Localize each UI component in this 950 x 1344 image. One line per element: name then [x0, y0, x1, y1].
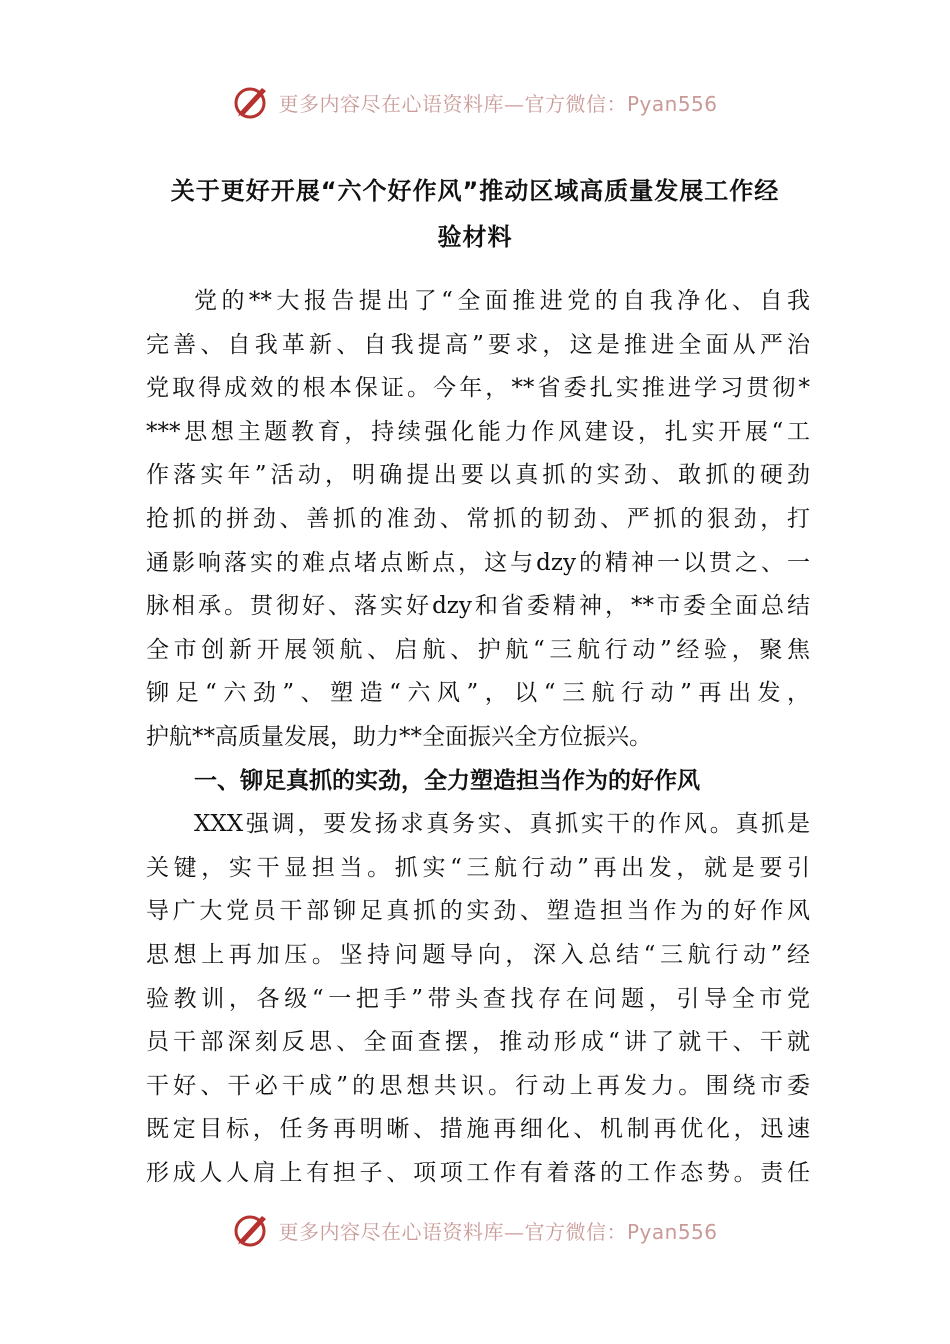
- footer-watermark-banner: [0, 1208, 950, 1252]
- paragraph-1-line: 通影响落实的难点堵点断点，这与dzy的精神一以贯之、一: [146, 549, 810, 576]
- paragraph-2-line: 员干部深刻反思、全面查摆，推动形成“讲了就干、干就: [146, 1029, 810, 1056]
- paragraph-1-line: 抢抓的拼劲、善抓的准劲、常抓的韧劲、严抓的狠劲，打: [146, 505, 810, 532]
- paragraph-2-line: 导广大党员干部铆足真抓的实劲、塑造担当作为的好作风: [146, 898, 810, 925]
- section-heading-1: 一、铆足真抓的实劲，全力塑造担当作为的好作风: [194, 767, 700, 794]
- paragraph-1-line: 护航**高质量发展，助力**全面振兴全方位振兴。: [146, 723, 652, 750]
- watermark-text: 更多内容尽在心语资料库—官方微信：Pyan556: [278, 91, 718, 116]
- paragraph-2-line: 既定目标，任务再明晰、措施再细化、机制再优化，迅速: [146, 1116, 810, 1143]
- paragraph-2-line: 干好、干必干成”的思想共识。行动上再发力。围绕市委: [146, 1072, 810, 1099]
- paragraph-2-line: 关键，实干显担当。抓实“三航行动”再出发，就是要引: [146, 854, 810, 881]
- paragraph-2-line: 验教训，各级“一把手”带头查找存在问题，引导全市党: [146, 985, 810, 1012]
- document-body: [146, 280, 810, 1195]
- paragraph-2-line: 形成人人肩上有担子、项项工作有着落的工作态势。责任: [146, 1159, 810, 1186]
- pen-circle-logo-icon: [232, 1210, 272, 1250]
- paragraph-1-line: 铆足“六劲”、塑造“六风”，以“三航行动”再出发，: [146, 680, 810, 707]
- paragraph-1-line: 全市创新开展领航、启航、护航“三航行动”经验，聚焦: [146, 636, 810, 663]
- paragraph-1-line: 完善、自我革新、自我提高”要求，这是推进全面从严治: [146, 331, 810, 358]
- watermark-text: 更多内容尽在心语资料库—官方微信：Pyan556: [278, 1219, 718, 1244]
- header-watermark-banner: [0, 80, 950, 124]
- pen-circle-logo-icon: [232, 82, 272, 122]
- title-line-1: 关于更好开展“六个好作风”推动区域高质量发展工作经: [170, 177, 780, 205]
- paragraph-2-line: XXX强调，要发扬求真务实、真抓实干的作风。真抓是: [194, 811, 810, 838]
- document-title: [120, 168, 830, 260]
- paragraph-1-line: 作落实年”活动，明确提出要以真抓的实劲、敢抓的硬劲: [146, 462, 810, 489]
- paragraph-1-line: ***思想主题教育，持续强化能力作风建设，扎实开展“工: [146, 418, 810, 445]
- paragraph-1-line: 党的**大报告提出了“全面推进党的自我净化、自我: [194, 288, 810, 314]
- wechat-id: Pyan556: [626, 91, 718, 116]
- title-line-2: 验材料: [437, 223, 513, 251]
- paragraph-2-line: 思想上再加压。坚持问题导向，深入总结“三航行动”经: [146, 941, 810, 968]
- paragraph-1-line: 党取得成效的根本保证。今年，**省委扎实推进学习贯彻*: [146, 375, 810, 402]
- wechat-id: Pyan556: [626, 1219, 718, 1244]
- paragraph-1-line: 脉相承。贯彻好、落实好dzy和省委精神，**市委全面总结: [146, 593, 810, 620]
